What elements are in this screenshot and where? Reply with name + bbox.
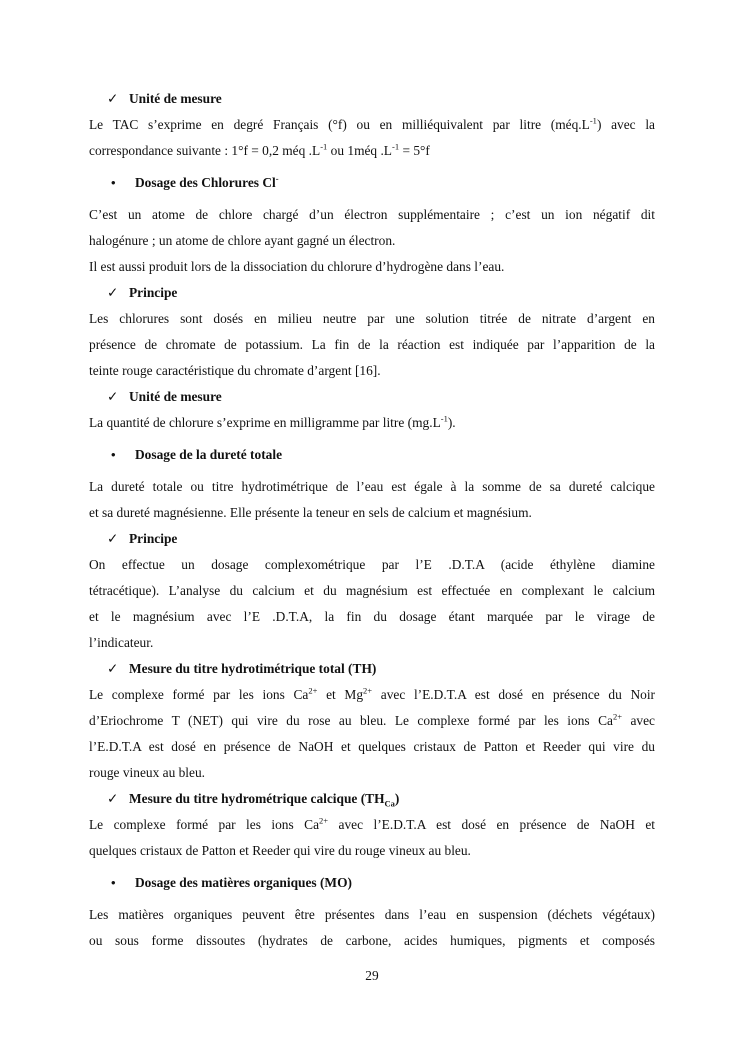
check-icon: ✓ — [107, 661, 119, 676]
chlor-para-line-1: C’est un atome de chlore chargé d’un électron supplémentaire ; c’est un ion négatif dit — [89, 207, 655, 222]
heading-unite-mesure-tac: ✓ Unité de mesure — [89, 86, 655, 112]
chlor-para-line-3: Il est aussi produit lors de la dissociation du chlorure d’hydrogène dans l’eau. — [89, 259, 505, 274]
heading-principe-durete: ✓ Principe — [89, 526, 655, 552]
bullet-icon: • — [111, 875, 116, 890]
thca-line-1: Le complexe formé par les ions $Ca^{2+}$ avec l’E.D.T.A est dosé en présence de NaOH et — [89, 815, 655, 832]
durete-principe-line-3: et le magnésium avec l’E .D.T.A, la fin du dosage étant marquée par le virage de — [89, 609, 655, 624]
thca-line-2: quelques cristaux de Patton et Reeder qui vire du rouge vineux au bleu. — [89, 843, 471, 858]
page-content — [89, 86, 655, 954]
mo-para-line-1: Les matières organiques peuvent être présentes dans l’eau en suspension (déchets végétaux) — [89, 907, 655, 922]
chlor-para-line-2: halogénure ; un atome de chlore ayant gagné un électron. — [89, 233, 396, 248]
check-icon: ✓ — [107, 285, 119, 300]
heading-mesure-thca: ✓ Mesure du titre hydrométrique calcique $(TH_{Ca})$ — [89, 786, 655, 812]
durete-para-line-1: La dureté totale ou titre hydrotimétrique de l’eau est égale à la somme de sa dureté calcique — [89, 479, 655, 494]
th-line-2: d’Eriochrome T (NET) qui vire du rose au bleu. Le complexe formé par les ions $Ca^{2+}$ avec — [89, 711, 655, 728]
chlor-principe-line-2: présence de chromate de potassium. La fin de la réaction est indiquée par l’apparition de la — [89, 337, 655, 352]
heading-mesure-th: ✓ Mesure du titre hydrotimétrique total (TH) — [89, 656, 655, 682]
durete-principe-line-1: On effectue un dosage complexométrique par l’E .D.T.A (acide éthylène diamine — [89, 557, 655, 572]
durete-principe-line-2: tétracétique). L’analyse du calcium et du magnésium est effectuée en complexant le calcium — [89, 583, 655, 598]
bullet-icon: • — [111, 447, 116, 462]
heading-principe-chlorures: ✓ Principe — [89, 280, 655, 306]
heading-dosage-mo: • Dosage des matières organiques (MO) — [89, 870, 655, 896]
chlor-principe-line-1: Les chlorures sont dosés en milieu neutre par une solution titrée de nitrate d’argent en — [89, 311, 655, 326]
heading-dosage-chlorures: • Dosage des Chlorures Cl- — [89, 170, 655, 196]
page-number: 29 — [365, 968, 379, 983]
tac-line-2: correspondance suivante : 1°f = 0,2 méq $.L^{-1}$ ou 1méq $.L^{-1} = 5^\circ f$ — [89, 141, 430, 158]
chlor-unite-line-1: La quantité de chlorure s’exprime en milligramme par litre $(mg.L^{-1})$. — [89, 413, 456, 430]
check-icon: ✓ — [107, 791, 119, 806]
tac-line-1: Le TAC s’exprime en degré Français (°f) ou en milliéquivalent par litre $(méq.L^{-1})$ avec la — [89, 115, 655, 132]
th-line-4: rouge vineux au bleu. — [89, 765, 206, 780]
durete-para-line-2: et sa dureté magnésienne. Elle présente la teneur en sels de calcium et magnésium. — [89, 505, 532, 520]
th-line-3: l’E.D.T.A est dosé en présence de NaOH et quelques cristaux de Patton et Reeder qui vire du — [89, 739, 655, 754]
mo-para-line-2: ou sous forme dissoutes (hydrates de carbone, acides humiques, pigments et composés — [89, 933, 655, 948]
bullet-icon: • — [111, 175, 116, 190]
chlor-principe-line-3: teinte rouge caractéristique du chromate d’argent [16]. — [89, 363, 381, 378]
check-icon: ✓ — [107, 389, 119, 404]
check-icon: ✓ — [107, 531, 119, 546]
th-line-1: Le complexe formé par les ions $Ca^{2+}$ et $Mg^{2+}$ avec l’E.D.T.A est dosé en présence du Noir — [89, 685, 656, 702]
heading-unite-mesure-chlorures: ✓ Unité de mesure — [89, 384, 655, 410]
heading-dosage-durete: • Dosage de la dureté totale — [89, 442, 655, 468]
durete-principe-line-4: l’indicateur. — [89, 635, 154, 650]
check-icon: ✓ — [107, 91, 119, 106]
